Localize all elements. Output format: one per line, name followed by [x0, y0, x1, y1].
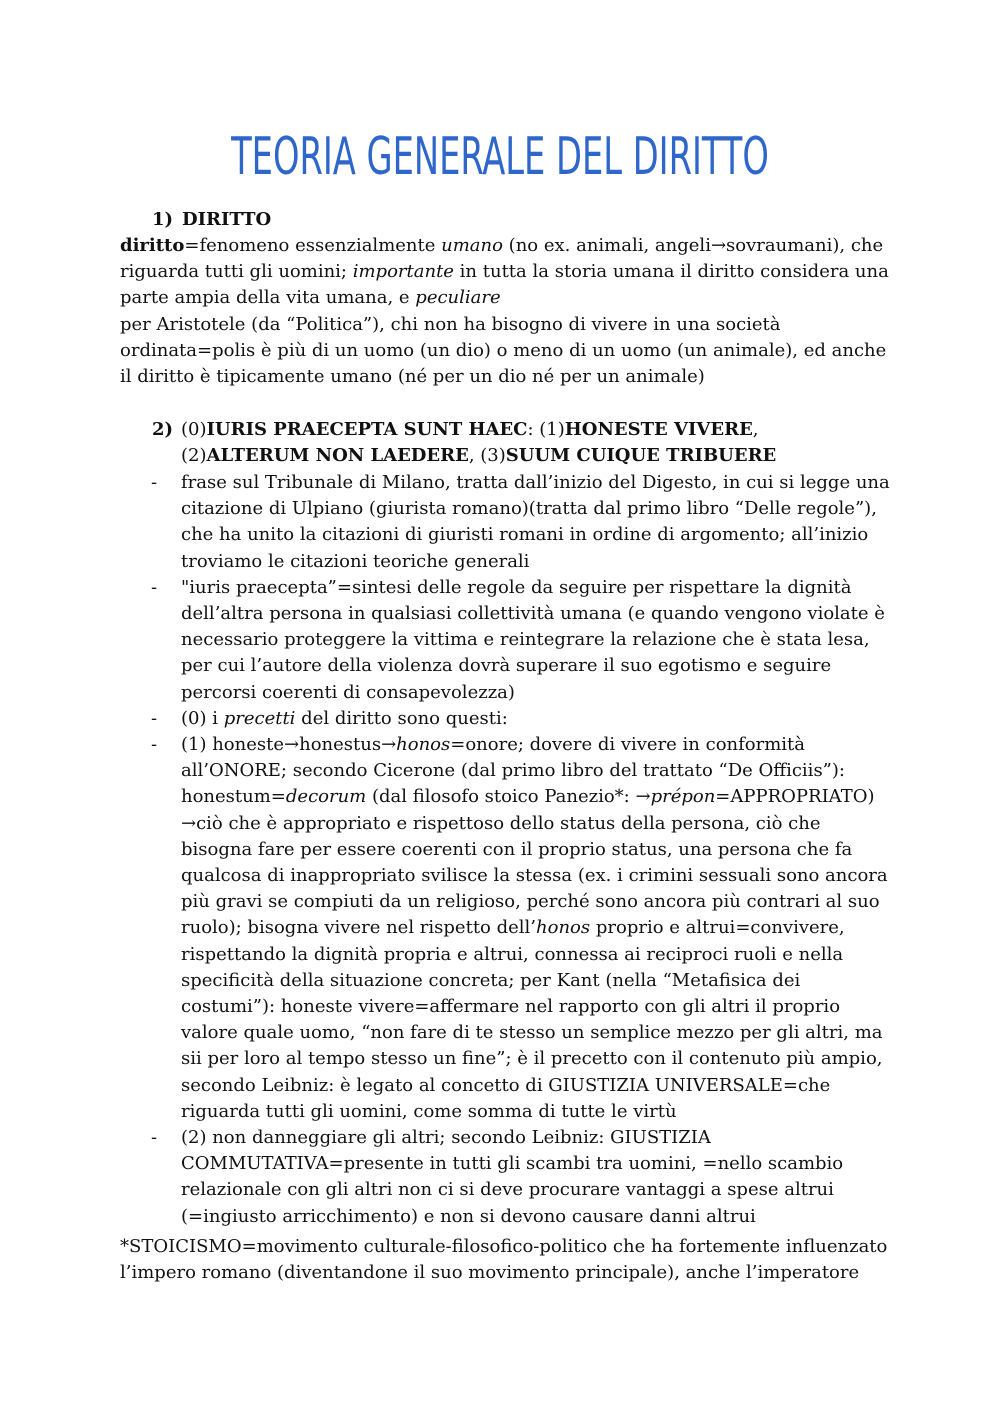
- list-item-text: (2) non danneggiare gli altri; secondo Leibniz: GIUSTIZIA COMMUTATIVA=presente in tutti gli scambi tra uomini, =nello scambio relazionale con gli altri non ci si deve procurare vantaggi a spese altrui (=ingiusto arricchimento) e non si devono causare danni altrui: [181, 1127, 844, 1227]
- section-1-heading: [152, 207, 271, 233]
- list-bullet: -: [151, 1127, 158, 1149]
- list-bullet: -: [151, 707, 158, 729]
- list-bullet: -: [151, 734, 158, 756]
- text-span: : (1): [527, 419, 565, 440]
- section-1-paragraph-2: per Aristotele (da “Politica”), chi non ha bisogno di vivere in una società ordinata=polis è più di un uomo (un dio) o meno di un uomo (un animale), ed anche il diritto è tipicamente umano (né per un dio né per un animale): [120, 313, 887, 388]
- section-2-list: [120, 470, 890, 1230]
- bold-phrase: SUUM CUIQUE TRIBUERE: [505, 445, 777, 467]
- text-span: , (3): [468, 445, 506, 467]
- footnote: *STOICISMO=movimento culturale-filosofico-politico che ha fortemente influenzato l’impero romano (diventandone il suo movimento principale), anche l’imperatore: [120, 1236, 888, 1284]
- italic-term: peculiare: [415, 287, 501, 309]
- section-1-body: [120, 233, 890, 390]
- section-1-paragraph-1: [120, 233, 890, 312]
- list-bullet: -: [151, 472, 158, 493]
- text-span: del diritto sono questi:: [295, 707, 508, 729]
- section-2-number: 2): [152, 419, 174, 440]
- list-bullet: -: [151, 576, 158, 598]
- document-title: TEORIA GENERALE DEL DIRITTO: [231, 127, 769, 187]
- text-span: (1) honeste→honestus→: [181, 734, 397, 756]
- term-diritto: diritto: [120, 235, 185, 256]
- text-span: proprio e altrui=convivere, rispettando la dignità propria e altrui, connessa ai reciproci ruoli e nella specificità della situazione concreta; per Kant (nella “Metafisica dei costumi”): honeste vivere=affermare nel rapporto con gli altri il proprio valore quale uomo, “non fare di te stesso un semplice mezzo per gli altri, ma sii per loro al tempo stesso un fine”; è il precetto con il contenuto più ampio, secondo Leibniz: è legato al concetto di GIUSTIZIA UNIVERSALE=che riguarda tutti gli uomini, come somma di tutte le virtù: [181, 917, 883, 1122]
- italic-term: prépon: [650, 786, 716, 808]
- section-2-title: [181, 417, 861, 469]
- list-item-text: [181, 708, 508, 729]
- italic-term: precetti: [223, 707, 296, 729]
- list-item-text: "iuris praecepta”=sintesi delle regole da seguire per rispettare la dignità dell’altra persona in qualsiasi collettività umana (e quando vengono violate è necessario proteggere la vittima e reintegrare la relazione che è stata lesa, per cui l’autore della violenza dovrà superare il suo egotismo e seguire percorsi coerenti di consapevolezza): [181, 576, 885, 703]
- section-1-title: DIRITTO: [182, 209, 272, 230]
- italic-term: honos: [396, 734, 451, 756]
- text-span: (0): [181, 419, 207, 440]
- list-item: [120, 706, 890, 732]
- list-item: [120, 470, 890, 575]
- text-span: (no ex. animali, angeli→sovraumani), che riguarda tutti gli uomini;: [120, 235, 884, 283]
- list-item-text: [181, 734, 888, 1122]
- text-span: =fenomeno essenzialmente: [184, 235, 442, 256]
- list-item: [120, 575, 890, 706]
- list-item-text: frase sul Tribunale di Milano, tratta dall’inizio del Digesto, in cui si legge una citazione di Ulpiano (giurista romano)(tratta dal primo libro “Delle regole”), che ha unito la citazioni di giuristi romani in ordine di argomento; all’inizio troviamo le citazioni teoriche generali: [181, 472, 890, 572]
- bold-phrase: ALTERUM NON LAEDERE: [206, 445, 469, 467]
- text-span: (0) i: [181, 707, 224, 729]
- text-span: =APPROPRIATO) →ciò che è appropriato e rispettoso dello status della persona, ciò che bisogna fare per essere coerenti con il proprio status, una persona che fa qualcosa di inappropriato svilisce la stessa (ex. i crimini sessuali sono ancora più gravi se compiuti da un religioso, perché sono ancora più contrari al suo ruolo); bisogna vivere nel rispetto dell’: [181, 786, 888, 939]
- bold-phrase: HONESTE VIVERE: [564, 419, 753, 440]
- list-item: [120, 732, 890, 1125]
- italic-term: honos: [536, 917, 591, 939]
- list-item: [120, 1125, 890, 1230]
- text-span: , (2): [181, 419, 759, 467]
- section-1-number: 1): [152, 209, 174, 230]
- italic-term: decorum: [285, 786, 367, 808]
- italic-term: umano: [441, 235, 503, 256]
- text-span: (dal filosofo stoico Panezio*: →: [366, 786, 651, 808]
- italic-term: importante: [352, 261, 454, 283]
- text-span: in tutta la storia umana il diritto considera una parte ampia della vita umana, e: [120, 261, 889, 309]
- bold-phrase: IURIS PRAECEPTA SUNT HAEC: [206, 419, 528, 440]
- text-span: =onore; dovere di vivere in conformità all’ONORE; secondo Cicerone (dal primo libro del trattato “De Officiis”): honestum=: [181, 734, 845, 808]
